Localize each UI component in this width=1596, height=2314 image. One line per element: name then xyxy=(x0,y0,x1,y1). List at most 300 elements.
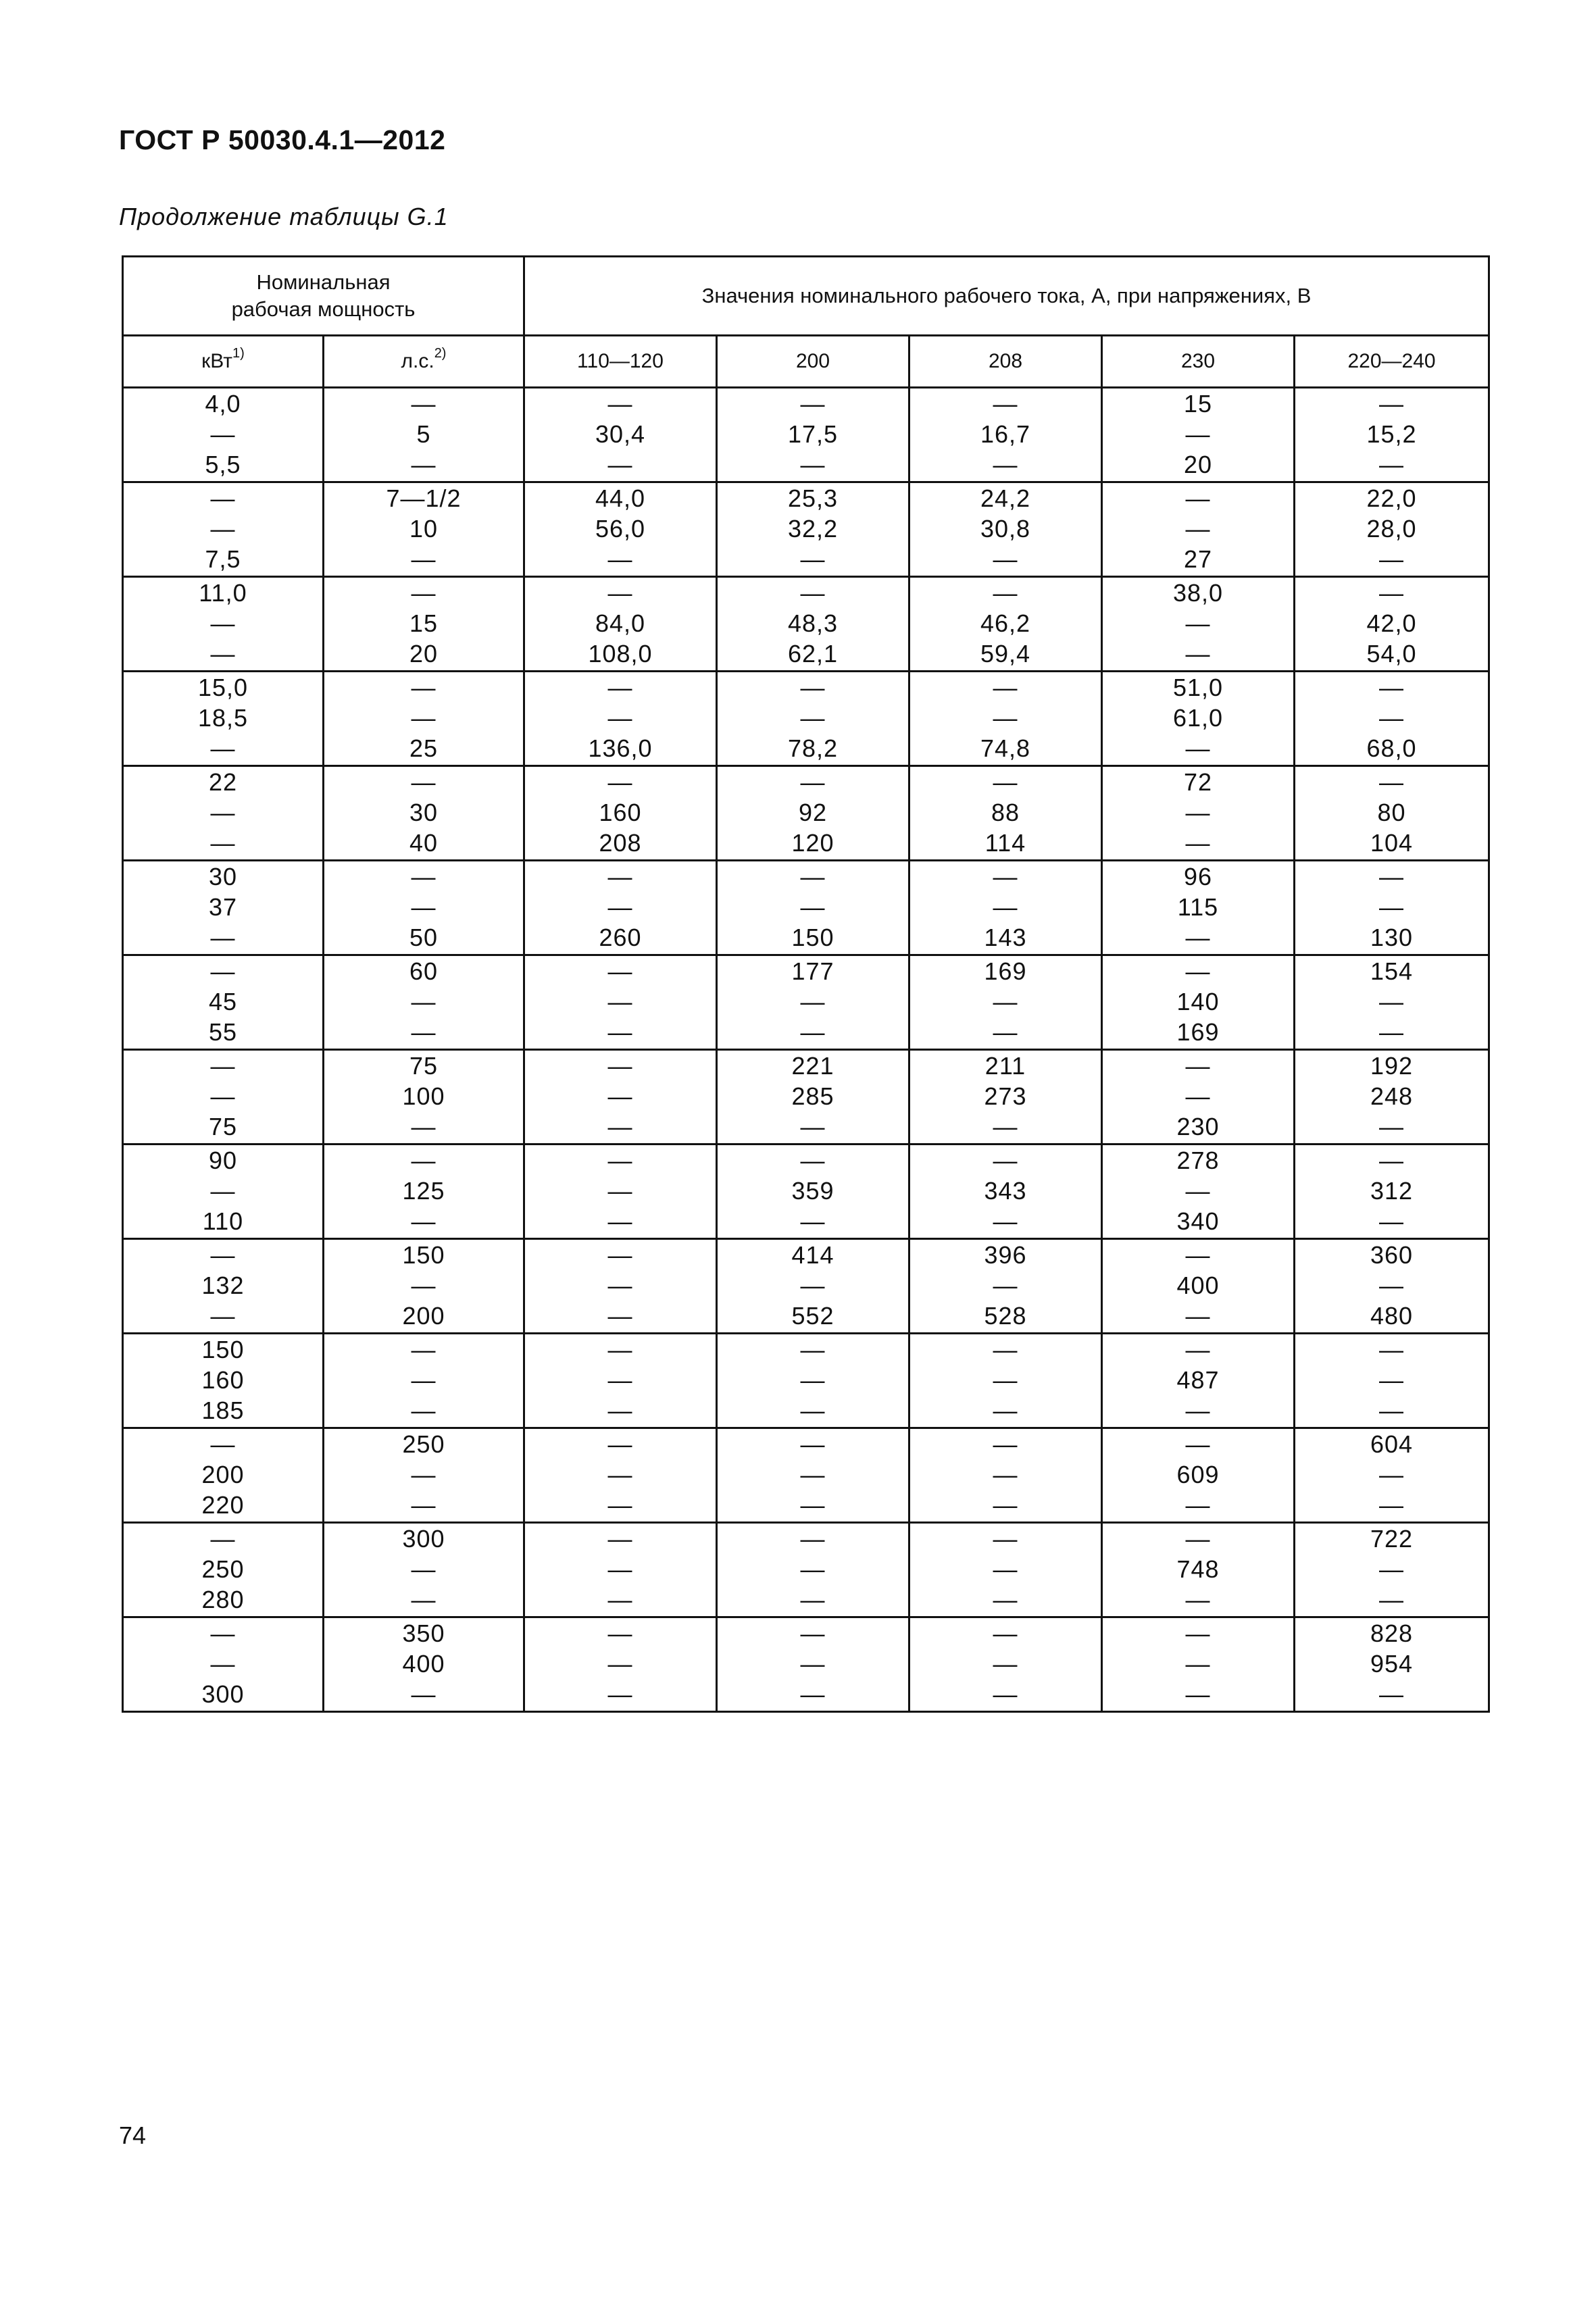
cell-value: 54,0 xyxy=(1366,640,1417,668)
cell-value: 11,0 xyxy=(199,579,247,607)
cell-value: — xyxy=(607,1461,633,1488)
cell-value: — xyxy=(607,1052,633,1080)
table-cell xyxy=(123,1428,324,1523)
cell-value: — xyxy=(1379,545,1405,573)
table-cell xyxy=(324,482,524,577)
cell-value: 28,0 xyxy=(1366,515,1417,543)
table-cell xyxy=(1295,1239,1489,1334)
cell-value: — xyxy=(607,1177,633,1205)
table-cell xyxy=(909,766,1102,861)
footnote-marker: 1) xyxy=(232,346,245,361)
cell-value: — xyxy=(993,1461,1018,1488)
table-cell xyxy=(1295,388,1489,482)
table-cell xyxy=(324,1523,524,1617)
table-caption: Продолжение таблицы G.1 xyxy=(119,203,449,230)
cell-value: 143 xyxy=(984,924,1027,951)
table-cell xyxy=(1102,1617,1295,1712)
cell-value: — xyxy=(800,1336,826,1363)
column-header xyxy=(123,336,324,388)
cell-value: 50 xyxy=(409,924,439,951)
cell-value: 609 xyxy=(1176,1461,1220,1488)
cell-value: — xyxy=(607,957,633,985)
cell-value: 16,7 xyxy=(980,420,1031,448)
cell-value: — xyxy=(993,1619,1018,1647)
cell-value: 487 xyxy=(1176,1366,1220,1394)
cell-value: — xyxy=(210,609,236,637)
cell-value: — xyxy=(1185,1082,1211,1110)
table-cell xyxy=(909,482,1102,577)
cell-value: — xyxy=(607,1555,633,1583)
cell-value: — xyxy=(800,1207,826,1235)
cell-value: 160 xyxy=(201,1366,245,1394)
cell-value: — xyxy=(993,863,1018,890)
cell-value: — xyxy=(1379,704,1405,732)
table-cell xyxy=(524,1523,717,1617)
table-cell xyxy=(717,766,909,861)
cell-value: 115 xyxy=(1177,893,1219,921)
cell-value: — xyxy=(800,893,826,921)
cell-value: — xyxy=(1379,1207,1405,1235)
cell-value: — xyxy=(800,1619,826,1647)
table-row xyxy=(123,861,1489,955)
cell-value: — xyxy=(607,1147,633,1174)
cell-value: — xyxy=(800,1586,826,1613)
table-cell xyxy=(324,1145,524,1239)
cell-value: 300 xyxy=(201,1680,245,1708)
cell-value: — xyxy=(1379,988,1405,1015)
cell-value: 130 xyxy=(1370,924,1414,951)
cell-value: 396 xyxy=(984,1241,1027,1269)
cell-value: 300 xyxy=(402,1525,445,1553)
table-cell xyxy=(1295,1428,1489,1523)
cell-value: — xyxy=(800,1113,826,1140)
cell-value: 38,0 xyxy=(1172,579,1224,607)
column-header xyxy=(717,336,909,388)
table-cell xyxy=(123,1239,324,1334)
cell-value: — xyxy=(993,1147,1018,1174)
table-cell xyxy=(524,388,717,482)
cell-value: — xyxy=(607,1302,633,1330)
table-row xyxy=(123,1523,1489,1617)
cell-value: 136,0 xyxy=(588,734,653,762)
header-row-groups xyxy=(123,257,1489,336)
table-cell xyxy=(909,577,1102,672)
cell-value: — xyxy=(607,704,633,732)
table-cell xyxy=(123,482,324,577)
cell-value: 160 xyxy=(599,799,642,826)
cell-value: 125 xyxy=(402,1177,445,1205)
cell-value: — xyxy=(993,1555,1018,1583)
cell-value: — xyxy=(607,988,633,1015)
cell-value: — xyxy=(411,674,437,701)
cell-value: — xyxy=(1185,957,1211,985)
table-cell xyxy=(909,388,1102,482)
table-cell xyxy=(123,1617,324,1712)
column-header-label: л.с. xyxy=(401,350,434,372)
table-cell xyxy=(524,1145,717,1239)
cell-value: 15 xyxy=(1183,390,1213,418)
table-cell xyxy=(1102,861,1295,955)
cell-value: — xyxy=(411,1147,437,1174)
table-cell xyxy=(123,1523,324,1617)
table-cell xyxy=(1102,1145,1295,1239)
cell-value: — xyxy=(800,863,826,890)
cell-value: — xyxy=(800,674,826,701)
cell-value: — xyxy=(1185,924,1211,951)
table-cell xyxy=(1102,577,1295,672)
header-current xyxy=(524,257,1489,336)
cell-value: — xyxy=(607,1491,633,1519)
table-cell xyxy=(1102,1523,1295,1617)
cell-value: 56,0 xyxy=(595,515,646,543)
table-cell xyxy=(123,1050,324,1145)
cell-value: — xyxy=(607,1018,633,1046)
cell-value: — xyxy=(607,1336,633,1363)
cell-value: 120 xyxy=(791,829,834,857)
table-cell xyxy=(1295,672,1489,766)
table-cell xyxy=(524,482,717,577)
cell-value: — xyxy=(1185,1302,1211,1330)
table-row xyxy=(123,766,1489,861)
cell-value: 37 xyxy=(208,893,238,921)
table-cell xyxy=(1102,955,1295,1050)
cell-value: — xyxy=(210,924,236,951)
cell-value: — xyxy=(993,893,1018,921)
header-current-text: Значения номинального рабочего тока, А, при напряжениях, В xyxy=(701,284,1312,307)
cell-value: — xyxy=(411,988,437,1015)
cell-value: 60 xyxy=(409,957,439,985)
cell-value: — xyxy=(1379,1336,1405,1363)
cell-value: 32,2 xyxy=(787,515,839,543)
table-cell xyxy=(717,1523,909,1617)
column-header xyxy=(1102,336,1295,388)
cell-value: 75 xyxy=(409,1052,439,1080)
cell-value: — xyxy=(993,451,1018,478)
cell-value: — xyxy=(993,674,1018,701)
cell-value: — xyxy=(993,704,1018,732)
cell-value: 150 xyxy=(201,1336,245,1363)
column-header xyxy=(909,336,1102,388)
cell-value: — xyxy=(993,1336,1018,1363)
cell-value: — xyxy=(607,674,633,701)
header-power xyxy=(123,257,524,336)
table-cell xyxy=(324,955,524,1050)
cell-value: 25,3 xyxy=(787,484,839,512)
table-cell xyxy=(909,1239,1102,1334)
table-cell xyxy=(909,1428,1102,1523)
cell-value: — xyxy=(1379,579,1405,607)
cell-value: — xyxy=(1379,1397,1405,1424)
cell-value: 62,1 xyxy=(787,640,839,668)
cell-value: 96 xyxy=(1183,863,1213,890)
cell-value: 169 xyxy=(1176,1018,1220,1046)
cell-value: — xyxy=(800,1147,826,1174)
table-cell xyxy=(1295,1617,1489,1712)
cell-value: — xyxy=(800,1018,826,1046)
cell-value: — xyxy=(1185,1241,1211,1269)
cell-value: — xyxy=(1185,515,1211,543)
table-row xyxy=(123,482,1489,577)
cell-value: — xyxy=(1379,390,1405,418)
cell-value: — xyxy=(210,420,236,448)
table-cell xyxy=(524,672,717,766)
table-cell xyxy=(524,861,717,955)
cell-value: — xyxy=(411,893,437,921)
cell-value: — xyxy=(1185,1052,1211,1080)
cell-value: — xyxy=(1185,1491,1211,1519)
cell-value: 221 xyxy=(791,1052,834,1080)
cell-value: — xyxy=(607,579,633,607)
cell-value: — xyxy=(993,1586,1018,1613)
cell-value: 18,5 xyxy=(197,704,249,732)
cell-value: — xyxy=(1185,1336,1211,1363)
cell-value: — xyxy=(607,893,633,921)
cell-value: 25 xyxy=(409,734,439,762)
table-cell xyxy=(524,1050,717,1145)
cell-value: 51,0 xyxy=(1172,674,1224,701)
table-cell xyxy=(123,577,324,672)
column-header xyxy=(1295,336,1489,388)
footnote-marker: 2) xyxy=(434,346,447,361)
table-cell xyxy=(717,1617,909,1712)
cell-value: — xyxy=(210,1052,236,1080)
cell-value: 150 xyxy=(402,1241,445,1269)
table-cell xyxy=(1295,1145,1489,1239)
cell-value: — xyxy=(1185,734,1211,762)
cell-value: 250 xyxy=(402,1430,445,1458)
table-cell xyxy=(1295,955,1489,1050)
cell-value: 7,5 xyxy=(205,545,241,573)
column-header-label: 200 xyxy=(795,350,830,372)
cell-value: 177 xyxy=(791,957,834,985)
cell-value: 90 xyxy=(208,1147,238,1174)
cell-value: — xyxy=(993,1272,1018,1299)
table-row xyxy=(123,672,1489,766)
cell-value: — xyxy=(607,1207,633,1235)
cell-value: — xyxy=(411,1397,437,1424)
cell-value: — xyxy=(607,1397,633,1424)
cell-value: — xyxy=(993,1113,1018,1140)
table-cell xyxy=(324,1239,524,1334)
cell-value: 15 xyxy=(409,609,439,637)
table-cell xyxy=(909,672,1102,766)
cell-value: — xyxy=(1379,1555,1405,1583)
cell-value: 400 xyxy=(402,1650,445,1678)
cell-value: 285 xyxy=(791,1082,834,1110)
cell-value: 75 xyxy=(208,1113,238,1140)
cell-value: 828 xyxy=(1370,1619,1414,1647)
cell-value: — xyxy=(993,579,1018,607)
table-cell xyxy=(717,861,909,955)
cell-value: 42,0 xyxy=(1366,609,1417,637)
cell-value: 40 xyxy=(409,829,439,857)
cell-value: — xyxy=(1379,1147,1405,1174)
cell-value: 7—1/2 xyxy=(386,484,462,512)
cell-value: — xyxy=(1379,1366,1405,1394)
cell-value: — xyxy=(607,768,633,796)
cell-value: 17,5 xyxy=(787,420,839,448)
table-cell xyxy=(717,1050,909,1145)
header-power-text: Номинальная рабочая мощность xyxy=(231,270,416,321)
cell-value: — xyxy=(800,451,826,478)
table-cell xyxy=(717,1334,909,1428)
cell-value: — xyxy=(411,545,437,573)
cell-value: 312 xyxy=(1370,1177,1414,1205)
table-cell xyxy=(1102,482,1295,577)
cell-value: 48,3 xyxy=(787,609,839,637)
cell-value: — xyxy=(993,1525,1018,1553)
cell-value: 414 xyxy=(791,1241,834,1269)
table-row xyxy=(123,955,1489,1050)
cell-value: 260 xyxy=(599,924,642,951)
column-header xyxy=(324,336,524,388)
table-cell xyxy=(524,1617,717,1712)
table-cell xyxy=(123,955,324,1050)
table-cell xyxy=(909,1334,1102,1428)
cell-value: — xyxy=(210,1650,236,1678)
cell-value: — xyxy=(800,704,826,732)
table-row xyxy=(123,1239,1489,1334)
cell-value: — xyxy=(1185,1525,1211,1553)
table-cell xyxy=(717,388,909,482)
cell-value: — xyxy=(1185,1586,1211,1613)
cell-value: — xyxy=(607,1650,633,1678)
table-cell xyxy=(524,955,717,1050)
table-cell xyxy=(909,1617,1102,1712)
cell-value: 343 xyxy=(984,1177,1027,1205)
cell-value: 248 xyxy=(1370,1082,1414,1110)
cell-value: 154 xyxy=(1370,957,1414,985)
cell-value: — xyxy=(210,1241,236,1269)
table-cell xyxy=(909,1050,1102,1145)
table-row xyxy=(123,1428,1489,1523)
cell-value: — xyxy=(607,545,633,573)
cell-value: — xyxy=(993,988,1018,1015)
cell-value: — xyxy=(411,1680,437,1708)
table-cell xyxy=(717,955,909,1050)
cell-value: — xyxy=(993,768,1018,796)
cell-value: — xyxy=(411,1336,437,1363)
table-cell xyxy=(717,482,909,577)
cell-value: — xyxy=(800,988,826,1015)
cell-value: — xyxy=(411,863,437,890)
cell-value: — xyxy=(993,390,1018,418)
cell-value: — xyxy=(800,1555,826,1583)
cell-value: — xyxy=(210,515,236,543)
cell-value: — xyxy=(1185,1680,1211,1708)
table-cell xyxy=(123,1334,324,1428)
column-header-label: 220—240 xyxy=(1347,350,1436,372)
cell-value: — xyxy=(411,1555,437,1583)
column-header-label: кВт xyxy=(201,350,233,372)
cell-value: 30 xyxy=(208,863,238,890)
cell-value: 100 xyxy=(402,1082,445,1110)
cell-value: — xyxy=(411,390,437,418)
cell-value: 5,5 xyxy=(205,451,241,478)
table-cell xyxy=(524,766,717,861)
table-row xyxy=(123,388,1489,482)
cell-value: — xyxy=(411,704,437,732)
cell-value: 748 xyxy=(1176,1555,1220,1583)
cell-value: — xyxy=(607,451,633,478)
table-cell xyxy=(324,1428,524,1523)
cell-value: — xyxy=(1185,1430,1211,1458)
cell-value: — xyxy=(800,1650,826,1678)
cell-value: — xyxy=(1379,1680,1405,1708)
cell-value: — xyxy=(1379,451,1405,478)
cell-value: — xyxy=(1379,674,1405,701)
cell-value: 68,0 xyxy=(1366,734,1417,762)
cell-value: — xyxy=(607,1366,633,1394)
table-cell xyxy=(123,1145,324,1239)
cell-value: 114 xyxy=(984,829,1026,857)
cell-value: — xyxy=(1379,1586,1405,1613)
cell-value: — xyxy=(800,390,826,418)
cell-value: 552 xyxy=(791,1302,834,1330)
cell-value: — xyxy=(210,1525,236,1553)
table-cell xyxy=(324,766,524,861)
table-cell xyxy=(123,766,324,861)
cell-value: — xyxy=(1185,1397,1211,1424)
cell-value: — xyxy=(411,1272,437,1299)
cell-value: — xyxy=(607,1113,633,1140)
table-cell xyxy=(324,861,524,955)
table-cell xyxy=(717,1428,909,1523)
cell-value: 55 xyxy=(208,1018,238,1046)
table-cell xyxy=(717,577,909,672)
table-cell xyxy=(1295,1050,1489,1145)
cell-value: — xyxy=(1379,1113,1405,1140)
cell-value: 954 xyxy=(1370,1650,1414,1678)
table-row xyxy=(123,1334,1489,1428)
cell-value: — xyxy=(411,1018,437,1046)
cell-value: 88 xyxy=(991,799,1020,826)
cell-value: 45 xyxy=(208,988,238,1015)
cell-value: — xyxy=(411,579,437,607)
cell-value: 108,0 xyxy=(588,640,653,668)
cell-value: 27 xyxy=(1183,545,1213,573)
cell-value: — xyxy=(800,1272,826,1299)
cell-value: — xyxy=(800,579,826,607)
cell-value: 20 xyxy=(409,640,439,668)
cell-value: — xyxy=(411,1113,437,1140)
table-cell xyxy=(324,388,524,482)
table-cell xyxy=(324,672,524,766)
table-cell xyxy=(1295,766,1489,861)
cell-value: 359 xyxy=(791,1177,834,1205)
current-values-table xyxy=(122,255,1490,1713)
cell-value: 30,4 xyxy=(595,420,646,448)
cell-value: 604 xyxy=(1370,1430,1414,1458)
cell-value: 74,8 xyxy=(980,734,1031,762)
cell-value: 20 xyxy=(1183,451,1213,478)
cell-value: — xyxy=(800,1366,826,1394)
cell-value: — xyxy=(1185,640,1211,668)
cell-value: — xyxy=(411,768,437,796)
table-body xyxy=(123,388,1489,1712)
document-code: ГОСТ Р 50030.4.1—2012 xyxy=(119,124,446,155)
cell-value: — xyxy=(210,1302,236,1330)
cell-value: — xyxy=(800,1430,826,1458)
table-cell xyxy=(524,1428,717,1523)
cell-value: — xyxy=(993,1397,1018,1424)
table-cell xyxy=(717,1239,909,1334)
cell-value: 208 xyxy=(599,829,642,857)
cell-value: — xyxy=(607,1241,633,1269)
table-row xyxy=(123,1050,1489,1145)
cell-value: — xyxy=(800,1397,826,1424)
table-row xyxy=(123,1617,1489,1712)
